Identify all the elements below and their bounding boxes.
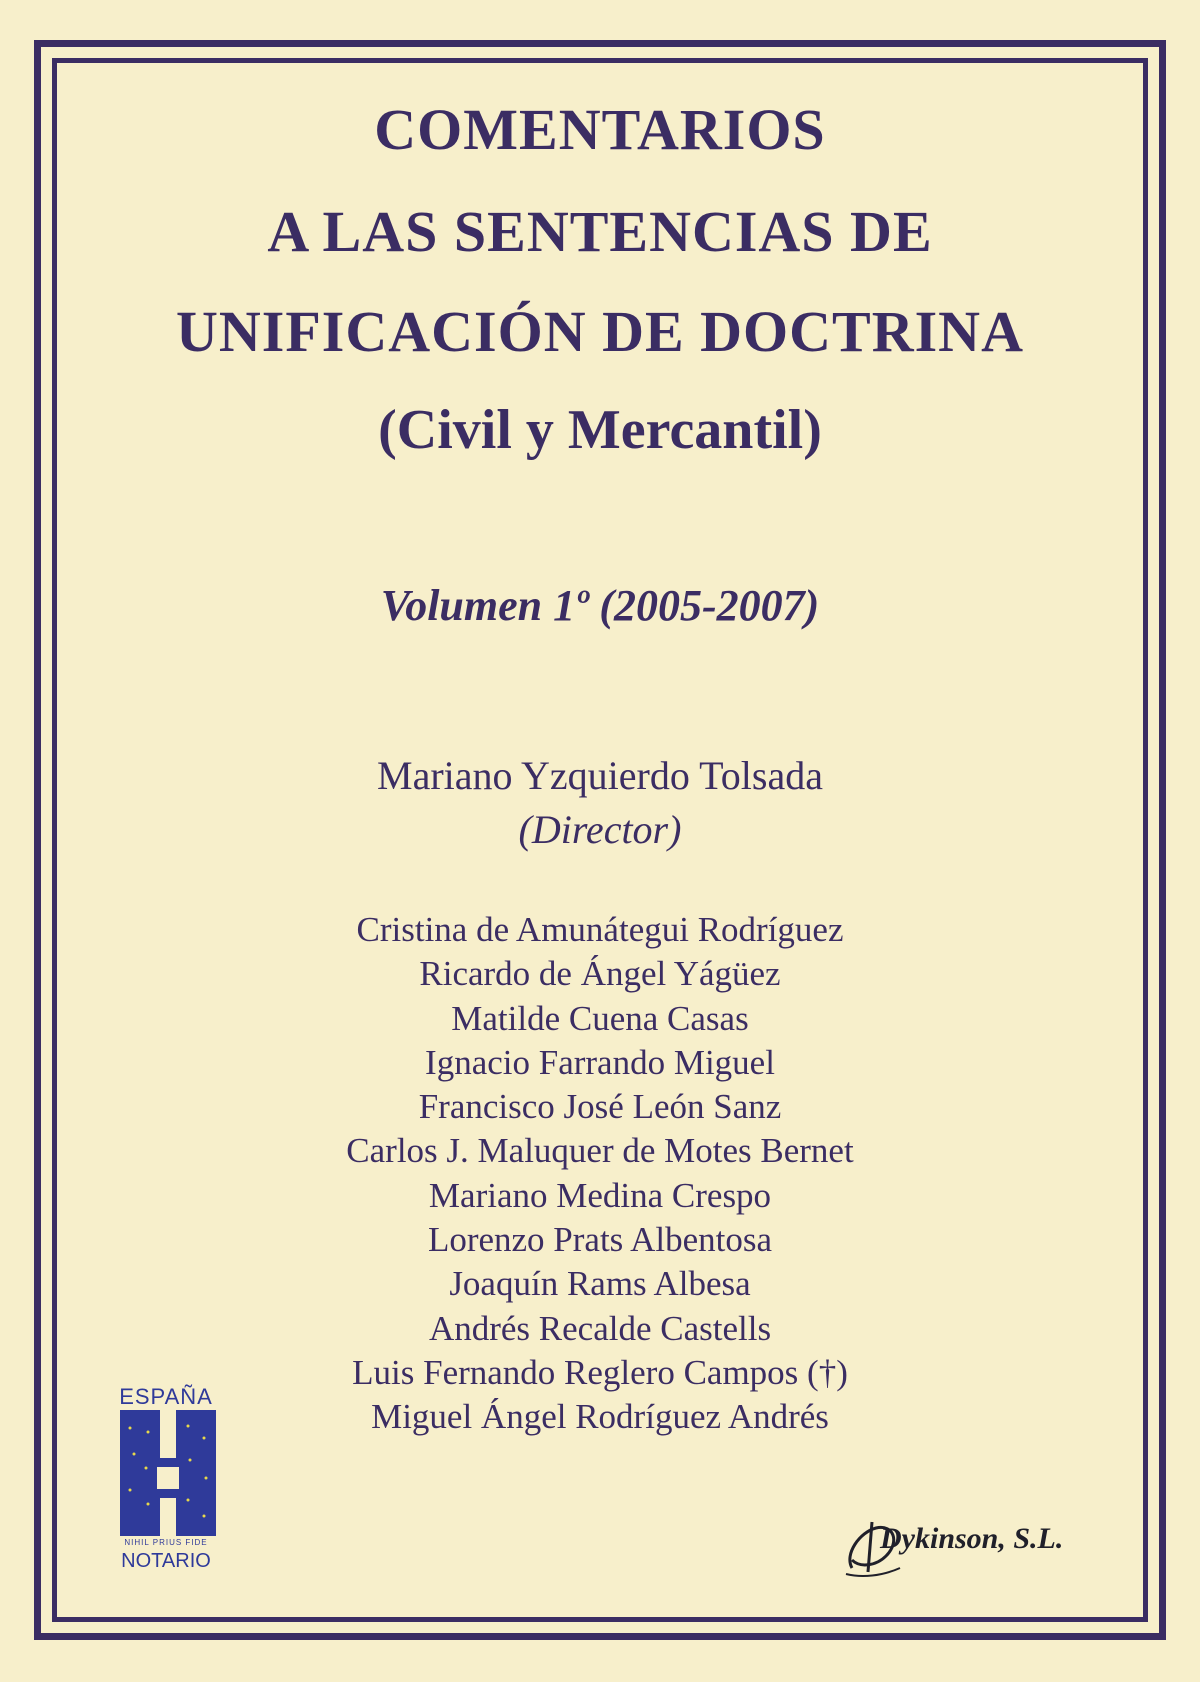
volume-label: Volumen 1º (2005-2007) (380, 581, 820, 630)
author-item: Ricardo de Ángel Yágüez (419, 954, 781, 994)
title-line-1: COMENTARIOS (374, 97, 826, 162)
author-item: Francisco José León Sanz (418, 1087, 782, 1127)
author-item: Miguel Ángel Rodríguez Andrés (371, 1397, 829, 1437)
notary-logo-bottom-text: NOTARIO (121, 1550, 211, 1572)
author-item: Luis Fernando Reglero Campos (†) (352, 1352, 848, 1392)
title-line-3: UNIFICACIÓN DE DOCTRINA (176, 299, 1024, 364)
title-line-2: A LAS SENTENCIAS DE (267, 199, 933, 264)
authors-list (0, 908, 1200, 1440)
author-item: Ignacio Farrando Miguel (425, 1042, 775, 1082)
author-item: Lorenzo Prats Albentosa (427, 1220, 773, 1260)
notary-logo-top-text: ESPAÑA (119, 1384, 213, 1409)
author-item: Joaquín Rams Albesa (449, 1264, 751, 1304)
publisher-name: Dykinson, S.L. (880, 1522, 1064, 1555)
publisher-logo (842, 1502, 1112, 1582)
subtitle: (Civil y Mercantil) (378, 399, 822, 461)
author-item: Carlos J. Maluquer de Motes Bernet (346, 1131, 854, 1171)
author-item: Cristina de Amunátegui Rodríguez (356, 910, 844, 949)
author-item: Mariano Medina Crespo (428, 1175, 772, 1215)
notary-logo (114, 1384, 224, 1580)
author-item: Andrés Recalde Castells (428, 1308, 772, 1348)
notary-logo-motto: NIHIL PRIUS FIDE (124, 1538, 208, 1547)
director-role: (Director) (518, 807, 682, 852)
notary-emblem-icon (118, 1408, 218, 1538)
director-name: Mariano Yzquierdo Tolsada (377, 753, 823, 798)
author-item: Matilde Cuena Casas (451, 998, 749, 1038)
